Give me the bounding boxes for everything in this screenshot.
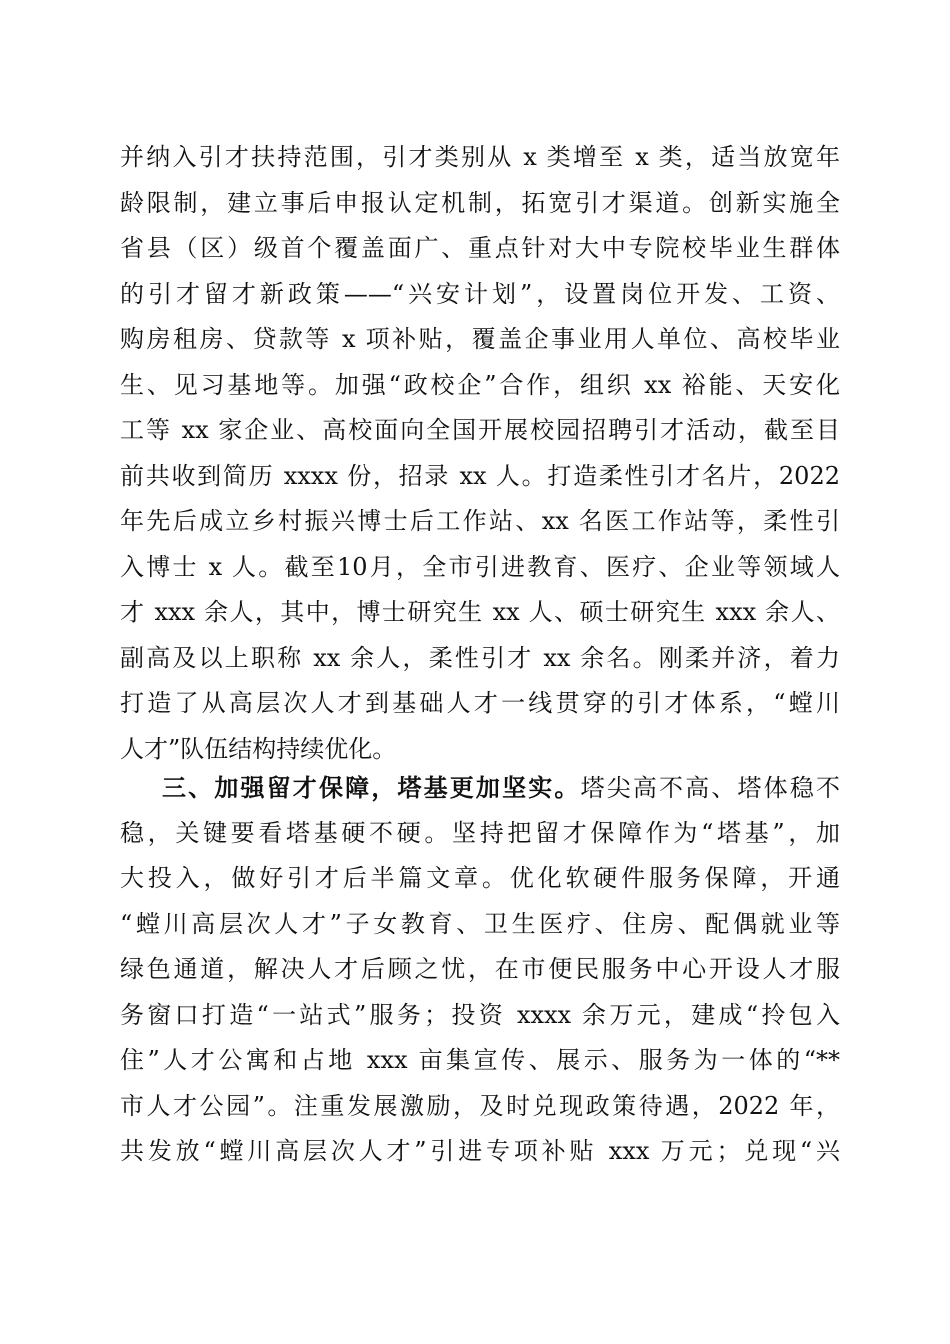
paragraph-2-first-line (120, 765, 840, 811)
paragraph-1-line: 入博士 x 人。截至10月，全市引进教育、医疗、企业等领域人 (120, 552, 840, 581)
paragraph-1-line: 购房租房、贷款等 x 项补贴，覆盖企事业用人单位、高校毕业 (120, 325, 840, 353)
paragraph-1-line: 省县（区）级首个覆盖面广、重点针对大中专院校毕业生群体 (120, 234, 840, 262)
paragraph-1 (120, 135, 840, 772)
paragraph-1-line: 年先后成立乡村振兴博士后工作站、xx 名医工作站等，柔性引 (120, 507, 840, 535)
paragraph-1-line: 前共收到简历 xxxx 份，招录 xx 人。打造柔性引才名片，2022 (120, 461, 840, 490)
paragraph-1-line: 生、见习基地等。加强“政校企”合作，组织 xx 裕能、天安化 (120, 370, 840, 399)
paragraph-1-line: 龄限制，建立事后申报认定机制，拓宽引才渠道。创新实施全 (120, 188, 840, 217)
paragraph-2-line: 共发放“螳川高层次人才”引进专项补贴 xxx 万元；兑现“兴 (120, 1137, 840, 1165)
paragraph-1-line: 副高及以上职称 xx 余人，柔性引才 xx 余名。刚柔并济，着力 (120, 643, 840, 672)
paragraph-1-line: 的引才留才新政策——“兴安计划”，设置岗位开发、工资、 (120, 279, 840, 308)
paragraph-2-line: 务窗口打造“一站式”服务；投资 xxxx 余万元，建成“拎包入 (120, 1000, 840, 1029)
paragraph-2-line: 稳，关键要看塔基硬不硬。坚持把留才保障作为“塔基”，加 (120, 818, 840, 847)
paragraph-2-line: 住”人才公寓和占地 xxx 亩集宣传、展示、服务为一体的“** (120, 1046, 840, 1074)
section-heading-continuation: 塔尖高不高、塔体稳不 (580, 774, 840, 802)
paragraph-2-line: 市人才公园”。注重发展激励，及时兑现政策待遇，2022 年， (120, 1091, 840, 1120)
paragraph-1-line: 并纳入引才扶持范围，引才类别从 x 类增至 x 类，适当放宽年 (120, 143, 840, 171)
paragraph-1-line: 打造了从高层次人才到基础人才一线贯穿的引才体系，“螳川 (120, 689, 840, 717)
paragraph-2-line: 大投入，做好引才后半篇文章。优化软硬件服务保障，开通 (120, 864, 840, 892)
paragraph-2-line: 绿色通道，解决人才后顾之忧，在市便民服务中心开设人才服 (120, 955, 840, 983)
paragraph-1-line: 人才”队伍结构持续优化。 (120, 734, 397, 763)
paragraph-2 (120, 765, 840, 1175)
paragraph-1-line: 工等 xx 家企业、高校面向全国开展校园招聘引才活动，截至目 (120, 416, 840, 444)
paragraph-2-line: “螳川高层次人才”子女教育、卫生医疗、住房、配偶就业等 (120, 909, 840, 938)
section-heading: 三、加强留才保障，塔基更加坚实。 (162, 773, 581, 802)
paragraph-1-line: 才 xxx 余人，其中，博士研究生 xx 人、硕士研究生 xxx 余人、 (120, 598, 840, 626)
